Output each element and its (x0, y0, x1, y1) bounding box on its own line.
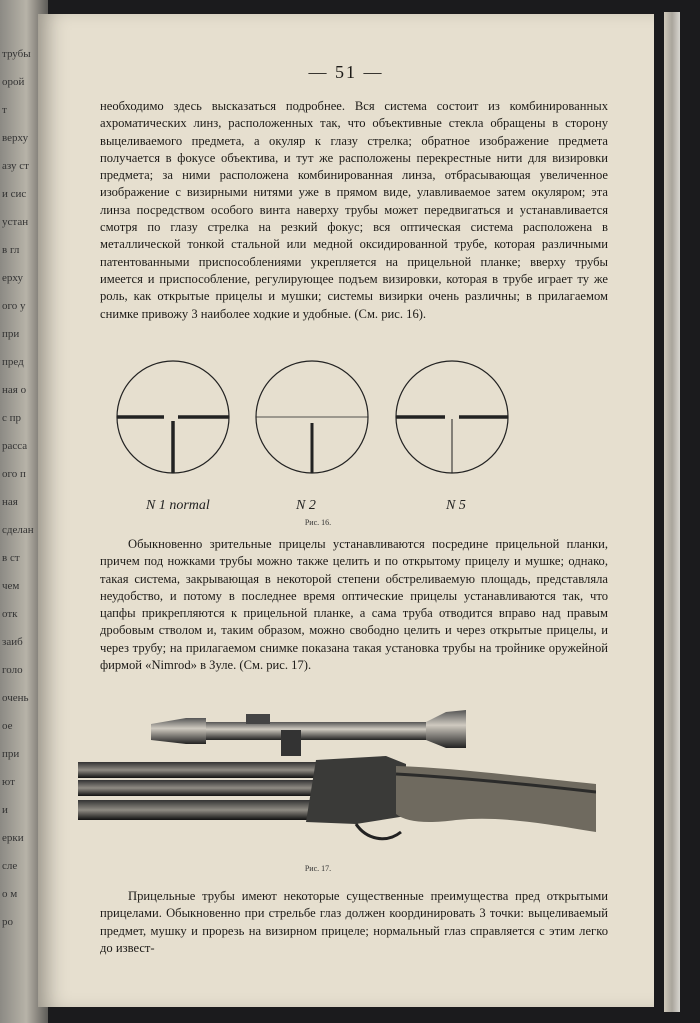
reticle-n2 (256, 361, 368, 473)
facing-page-line: ого п (2, 468, 26, 480)
label-n5: N 5 (446, 498, 466, 513)
facing-page-text (2, 40, 42, 936)
facing-page-line: ерху (2, 272, 23, 284)
facing-page-line: ная (2, 496, 18, 508)
facing-page-line: в гл (2, 244, 20, 256)
reticle-n1 (117, 361, 229, 473)
facing-page-line: ная о (2, 384, 27, 396)
facing-page-line: расса (2, 440, 28, 452)
facing-page-line: устан (2, 216, 29, 228)
facing-page-line: о м (2, 888, 18, 900)
facing-page-line: сделан (2, 524, 34, 536)
facing-page-line: с пр (2, 412, 22, 424)
facing-page-line: т (2, 104, 7, 116)
facing-page-line: голо (2, 664, 23, 676)
label-n2: N 2 (296, 498, 316, 513)
facing-page-line: ое (2, 720, 13, 732)
facing-page-line: очень (2, 692, 29, 704)
label-n1: N 1 normal (146, 498, 210, 513)
facing-page-line: в ст (2, 552, 20, 564)
facing-page-line: заиб (2, 636, 23, 648)
figure-17-rifle-scope (56, 704, 596, 854)
facing-page-line: ют (2, 776, 15, 788)
paragraph-1: необходимо здесь высказаться подробнее. Вся система состоит из комбинированных ахроматических линз, расположенных так, что объективные стекла обращены в сторону выцеливаемого предмета, а окуляр к глазу стрелка; обратное изображение предмета получается в фокусе объектива, и тут же расположены перекрестные нити для визировки предмета; за ними расположена комбинированная линза, отбрасывающая увеличенное изображение с визирными нитями уже в прямом виде, улавливаемое затем окуляром; эта линза посредством особого винта наверху трубы может передвигаться и устанавливается смотря по глазу стрелка на резкий фокус; вся оптическая система расположена в металлической тонкой стальной или медной оксидированной трубе, которая различными патентованными приспособлениями укрепляется на прицельной планке; вверху трубы имеется и приспособление, регулирующее подъем визировки, которая в трубе играет ту же роль, как открытые прицелы и мушки; системы визирки очень различны; в прилагаемом снимке привожу 3 наиболее ходкие и удобные. (См. рис. 16). (100, 99, 608, 321)
facing-page-line: при (2, 328, 20, 340)
facing-page-line: верху (2, 132, 29, 144)
page-edges (664, 12, 680, 1012)
facing-page-line: сле (2, 860, 18, 872)
facing-page-line: ерки (2, 832, 24, 844)
scope (151, 710, 466, 756)
facing-page-line: ро (2, 916, 13, 928)
facing-page-line: трубы (2, 48, 31, 60)
facing-page-line: чем (2, 580, 20, 592)
reticle-n5 (396, 361, 508, 473)
paragraph-3: Прицельные трубы имеют некоторые существенные преимущества пред открытыми прицелами. Обыкновенно при стрельбе глаз должен координировать 3 точки: выцеливаемый предмет, мушку и прорезь на визирном прицеле; нормальный глаз справляется с этим легко до извест- (100, 889, 608, 955)
facing-page-line: и сис (2, 188, 27, 200)
page-number: — 51 — (308, 62, 384, 82)
facing-page-line: и (2, 804, 8, 816)
facing-page-line: азу ст (2, 160, 29, 172)
facing-page-line: пред (2, 356, 24, 368)
paragraph-2: Обыкновенно зрительные прицелы устанавливаются посредине прицельной планки, причем под ножками трубы можно также целить и по открытому прицелу и мушке; однако, такая система, закрывающая в некоторой степени обстреливаемую площадь, представляла неудобство, и потому в последнее время оптические прицелы устанавливаются так, что цапфы прикрепляются к прицельной планке, а сама труба отводится вправо над правым дробовым стволом и, таким образом, можно свободно целить и через открытые прицелы, и через трубу; на прилагаемом снимке показана такая установка трубы на тройнике оружейной фирмой «Nimrod» в Зуле. (См. рис. 17). (100, 537, 608, 673)
facing-page-line: отк (2, 608, 18, 620)
figure-17-caption: Рис. 17. (304, 864, 332, 873)
book-page (38, 14, 654, 1007)
facing-page-line: при (2, 748, 20, 760)
figure-16-reticles (116, 359, 576, 519)
facing-page-line: ого у (2, 300, 26, 312)
facing-page-line: орой (2, 76, 25, 88)
gun (78, 756, 596, 839)
figure-16-caption: Рис. 16. (304, 518, 332, 527)
